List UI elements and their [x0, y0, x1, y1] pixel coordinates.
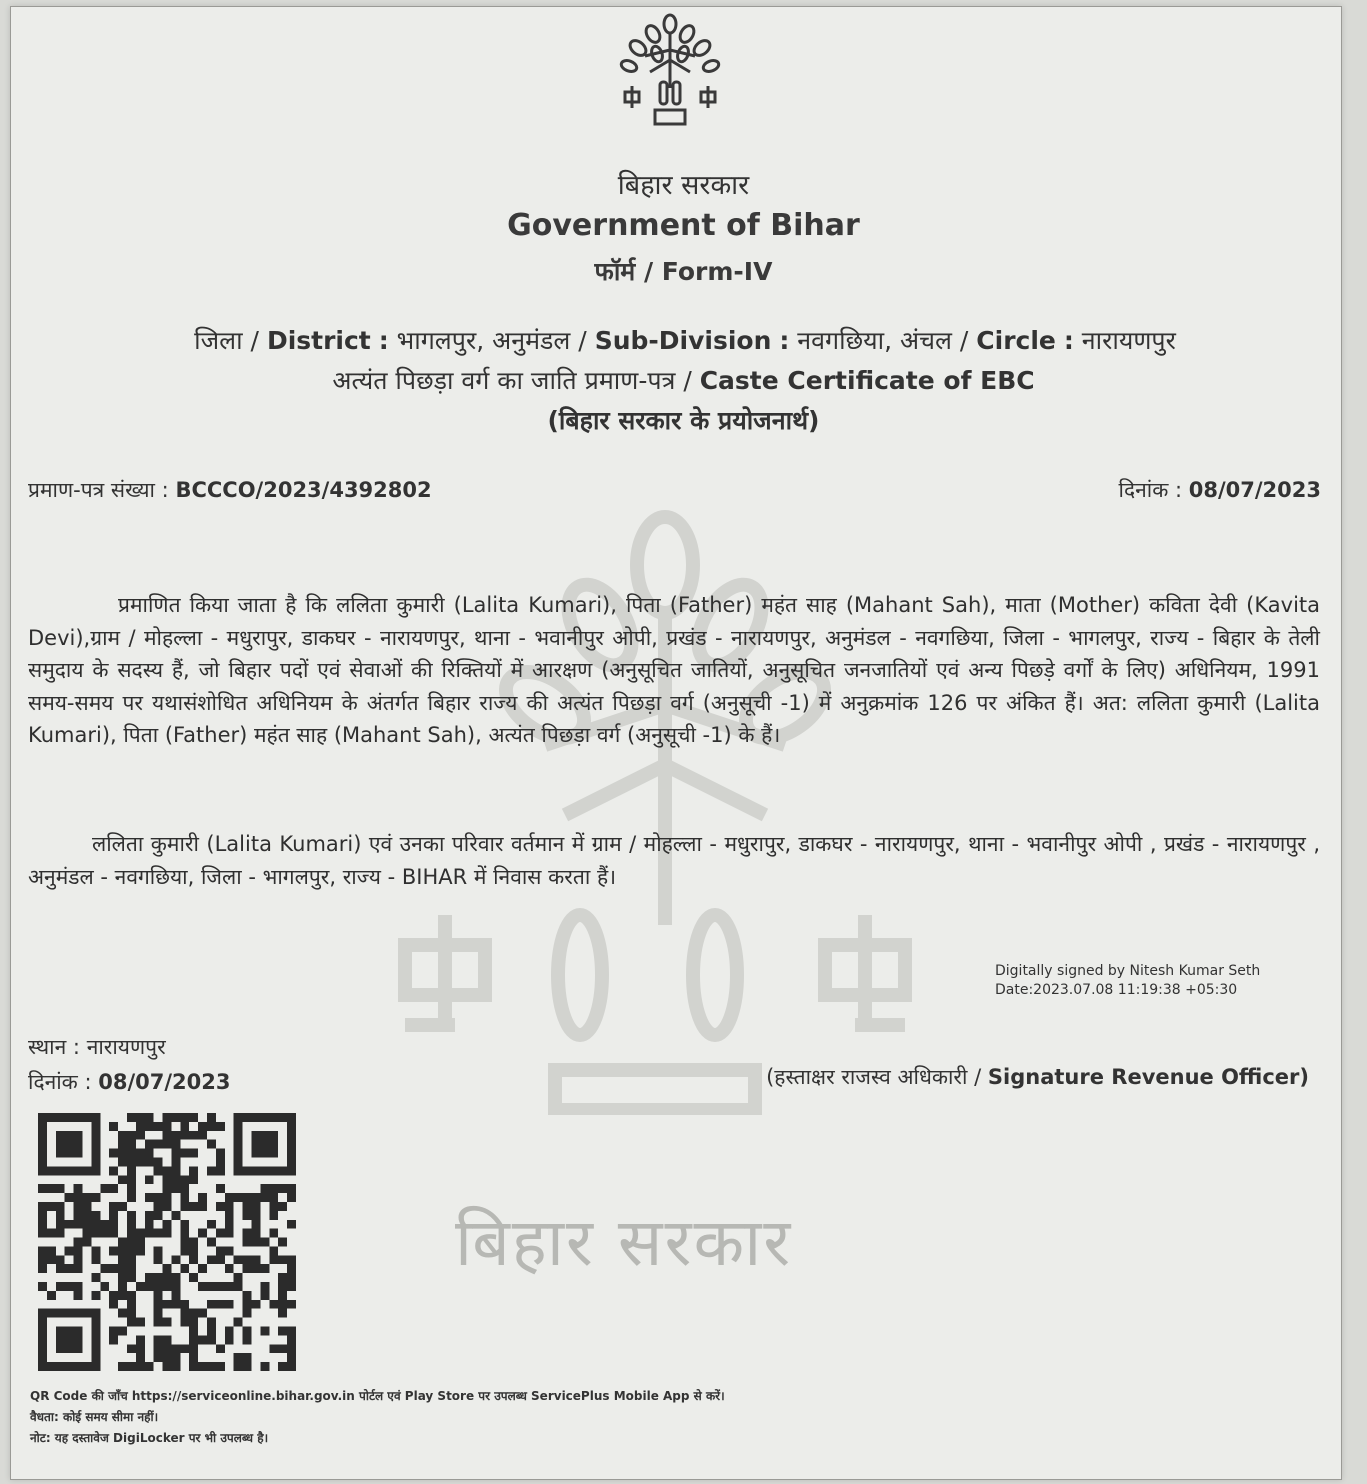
certificate-number-value: BCCCO/2023/4392802: [175, 478, 432, 502]
validity-note: वैधता: कोई समय सीमा नहीं।: [30, 1410, 159, 1424]
district-line: जिला / District : भागलपुर, अनुमंडल / Sub-Division : नवगछिया, अंचल / Circle : नारायणपुर: [194, 326, 1176, 355]
certificate-date-value: 08/07/2023: [1188, 478, 1321, 502]
watermark-text: बिहार सरकार: [455, 1204, 793, 1281]
certificate-number-label: प्रमाण-पत्र संख्या :: [28, 478, 169, 502]
certificate-date: [1119, 476, 1321, 504]
certificate-body-paragraph-2: ललिता कुमारी (Lalita Kumari) एवं उनका परिवार वर्तमान में ग्राम / मोहल्ला - मधुरापुर, डाकघर - नारायणपुर, थाना - भवानीपुर ओपी , प्रखंड - नारायणपुर , अनुमंडल - नवगछिया, जिला - भागलपुर, राज्य - BIHAR में निवास करता हैं।: [28, 832, 1320, 889]
certificate-body-paragraph-1: प्रमाणित किया जाता है कि ललिता कुमारी (Lalita Kumari), पिता (Father) महंत साह (Mahant Sah), माता (Mother) कविता देवी (Kavita Devi),ग्राम / मोहल्ला - मधुरापुर, डाकघर - नारायणपुर, थाना - भवानीपुर ओपी, प्रखंड - नारायणपुर, अनुमंडल - नवगछिया, जिला - भागलपुर, राज्य - बिहार के तेली समुदाय के सदस्य हैं, जो बिहार पदों एवं सेवाओं की रिक्तियों में आरक्षण (अनुसूचित जातियों, अनुसूचित जनजातियों एवं अन्य पिछड़े वर्गों के लिए) अधिनियम, 1991 समय-समय पर यथासंशोधित अधिनियम के अंतर्गत बिहार राज्य की अत्यंत पिछड़ा वर्ग (अनुसूची -1) में अनुक्रमांक 126 पर अंकित हैं। अत: ललिता कुमारी (Lalita Kumari), पिता (Father) महंत साह (Mahant Sah), अत्यंत पिछड़ा वर्ग (अनुसूची -1) के हैं।: [28, 593, 1320, 747]
digital-signature-date: Date:2023.07.08 11:19:38 +05:30: [995, 982, 1238, 998]
place: स्थान : नारायणपुर: [28, 1035, 166, 1059]
form-hindi: फॉर्म: [594, 257, 636, 286]
place-date-value: 08/07/2023: [98, 1070, 231, 1094]
header-title: Government of Bihar: [507, 208, 860, 243]
certificate-date-label: दिनांक :: [1118, 478, 1183, 502]
revenue-officer-signature: [766, 1063, 1309, 1091]
form-number: फॉर्म / Form-IV: [594, 257, 773, 286]
certificate-purpose: (बिहार सरकार के प्रयोजनार्थ): [547, 406, 820, 435]
certificate-title: अत्यंत पिछड़ा वर्ग का जाति प्रमाण-पत्र / Caste Certificate of EBC: [332, 366, 1035, 395]
district-label-hi: जिला: [194, 326, 243, 355]
form-label: Form-IV: [661, 257, 773, 286]
digital-signature-signer: Digitally signed by Nitesh Kumar Seth: [995, 963, 1261, 979]
bihar-emblem-logo: [605, 10, 735, 130]
place-date: [28, 1068, 230, 1096]
digital-signature: [995, 962, 1260, 1000]
certificate-title-hi: अत्यंत पिछड़ा वर्ग का जाति प्रमाण-पत्र: [332, 366, 676, 395]
certificate-title-en: Caste Certificate of EBC: [699, 366, 1035, 395]
circle-label-hi: अंचल: [900, 326, 952, 355]
qr-code[interactable]: [38, 1113, 296, 1371]
signature-english: Signature Revenue Officer): [987, 1065, 1309, 1089]
subdivision-value: नवगछिया: [797, 326, 885, 355]
certificate-number: [28, 476, 432, 504]
subdivision-label: Sub-Division: [594, 326, 772, 355]
district-value: भागलपुर: [396, 326, 477, 355]
subdivision-label-hi: अनुमंडल: [492, 326, 571, 355]
circle-label: Circle: [976, 326, 1056, 355]
header-hindi-title: बिहार सरकार: [617, 170, 750, 201]
district-label: District: [266, 326, 371, 355]
place-date-label: दिनांक :: [28, 1070, 92, 1094]
qr-verification-note: QR Code की जाँच https://serviceonline.bihar.gov.in पोर्टल एवं Play Store पर उपलब्ध ServicePlus Mobile App से करें।: [30, 1389, 725, 1403]
signature-hindi: (हस्ताक्षर राजस्व अधिकारी /: [766, 1065, 982, 1089]
circle-value: नारायणपुर: [1081, 326, 1176, 355]
digilocker-note: नोट: यह दस्तावेज DigiLocker पर भी उपलब्ध है।: [30, 1431, 269, 1445]
